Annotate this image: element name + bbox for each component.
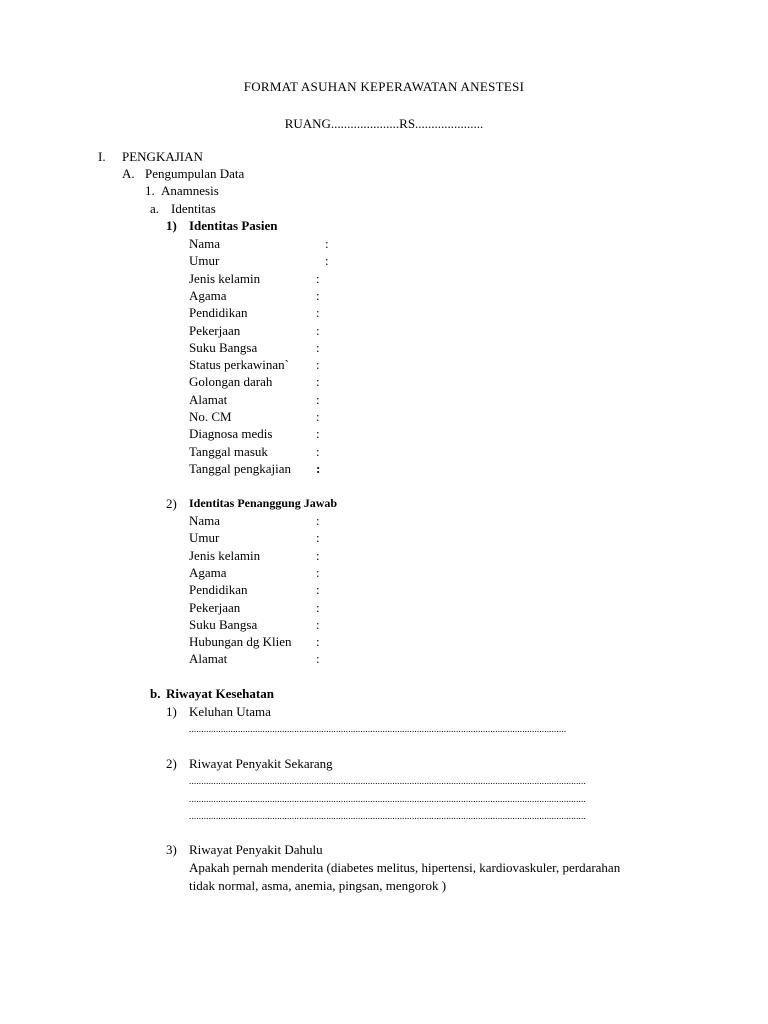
field-colon: : <box>316 651 320 667</box>
keluhan-utama-label: Keluhan Utama <box>189 704 271 719</box>
field-colon: : <box>316 391 320 407</box>
field-label: Agama <box>189 564 227 580</box>
field-label: Golongan darah <box>189 374 273 390</box>
field-label: Pekerjaan <box>189 322 241 338</box>
field-colon: : <box>316 530 320 546</box>
field-label: Alamat <box>189 651 228 667</box>
field-colon: : <box>316 322 320 338</box>
field-label: Jenis kelamin <box>189 547 261 563</box>
field-label: Tanggal masuk <box>189 443 268 459</box>
document-title: FORMAT ASUHAN KEPERAWATAN ANESTESI <box>243 79 525 94</box>
riwayat-sekarang-fill-line[interactable]: .................................................................................................................................................................. <box>189 776 586 786</box>
ruang-rs-line: RUANG.....................RS..................... <box>284 116 484 131</box>
identitas-penanggung-heading: Identitas Penanggung Jawab <box>189 496 338 510</box>
riwayat-dahulu-question-line1: Apakah pernah menderita (diabetes melitus, hipertensi, kardiovaskuler, perdarahan <box>189 860 621 875</box>
field-label: Diagnosa medis <box>189 426 273 442</box>
field-colon: : <box>316 582 320 598</box>
riwayat-sekarang-fill-line[interactable]: .................................................................................................................................................................. <box>189 794 586 804</box>
field-colon: : <box>316 339 320 355</box>
field-colon: : <box>316 305 320 321</box>
field-colon: : <box>316 616 320 632</box>
field-colon: : <box>316 547 320 563</box>
field-label: Nama <box>189 513 221 528</box>
field-colon: : <box>325 253 329 269</box>
field-colon: : <box>316 287 320 303</box>
field-colon: : <box>316 513 320 528</box>
field-label: Pendidikan <box>189 305 248 321</box>
field-label: Hubungan dg Klien <box>189 634 292 650</box>
riwayat-dahulu-question-line2: tidak normal, asma, anemia, pingsan, mengorok ) <box>189 878 447 893</box>
section-a-number: A. <box>122 166 135 181</box>
section-i-label: PENGKAJIAN <box>122 149 203 164</box>
riwayat-dahulu-label: Riwayat Penyakit Dahulu <box>189 842 323 857</box>
section-a-identitas-number: a. <box>150 201 160 216</box>
identitas-pasien-number: 1) <box>166 218 177 233</box>
riwayat-dahulu-number: 3) <box>166 842 177 857</box>
field-label: Pendidikan <box>189 582 248 598</box>
identitas-penanggung-number: 2) <box>166 496 177 511</box>
section-i-number: I. <box>98 149 106 164</box>
section-b-number: b. <box>150 686 161 701</box>
field-colon: : <box>316 599 320 615</box>
section-a-identitas-label: Identitas <box>171 201 216 216</box>
section-1-number: 1. <box>145 183 155 198</box>
field-label: Status perkawinan` <box>189 357 290 373</box>
field-colon: : <box>316 409 320 424</box>
field-label: Tanggal pengkajian <box>189 460 291 476</box>
field-colon: : <box>316 426 320 442</box>
section-b-label: Riwayat Kesehatan <box>166 686 274 701</box>
field-colon: : <box>316 357 320 373</box>
field-colon: : <box>325 236 329 251</box>
field-label: Alamat <box>189 391 228 407</box>
field-label: Pekerjaan <box>189 599 241 615</box>
field-label: No. CM <box>189 409 232 424</box>
riwayat-sekarang-fill-line[interactable]: .................................................................................................................................................................. <box>189 811 586 821</box>
identitas-pasien-heading: Identitas Pasien <box>189 218 278 233</box>
field-label: Suku Bangsa <box>189 339 258 355</box>
field-colon: : <box>316 443 320 459</box>
field-colon: : <box>316 460 321 476</box>
field-colon: : <box>316 634 320 650</box>
field-label: Agama <box>189 287 227 303</box>
keluhan-utama-fill-line[interactable]: .......................................................................................................................................................... <box>189 724 567 734</box>
section-a-label: Pengumpulan Data <box>145 166 245 181</box>
field-label: Suku Bangsa <box>189 616 258 632</box>
field-label: Umur <box>189 253 220 269</box>
field-label: Umur <box>189 530 220 546</box>
field-colon: : <box>316 564 320 580</box>
field-label: Jenis kelamin <box>189 270 261 286</box>
section-1-label: Anamnesis <box>161 183 219 198</box>
field-label: Nama <box>189 236 221 251</box>
riwayat-sekarang-label: Riwayat Penyakit Sekarang <box>189 756 333 771</box>
riwayat-sekarang-number: 2) <box>166 756 177 771</box>
field-colon: : <box>316 374 320 390</box>
keluhan-utama-number: 1) <box>166 704 177 719</box>
field-colon: : <box>316 270 320 286</box>
